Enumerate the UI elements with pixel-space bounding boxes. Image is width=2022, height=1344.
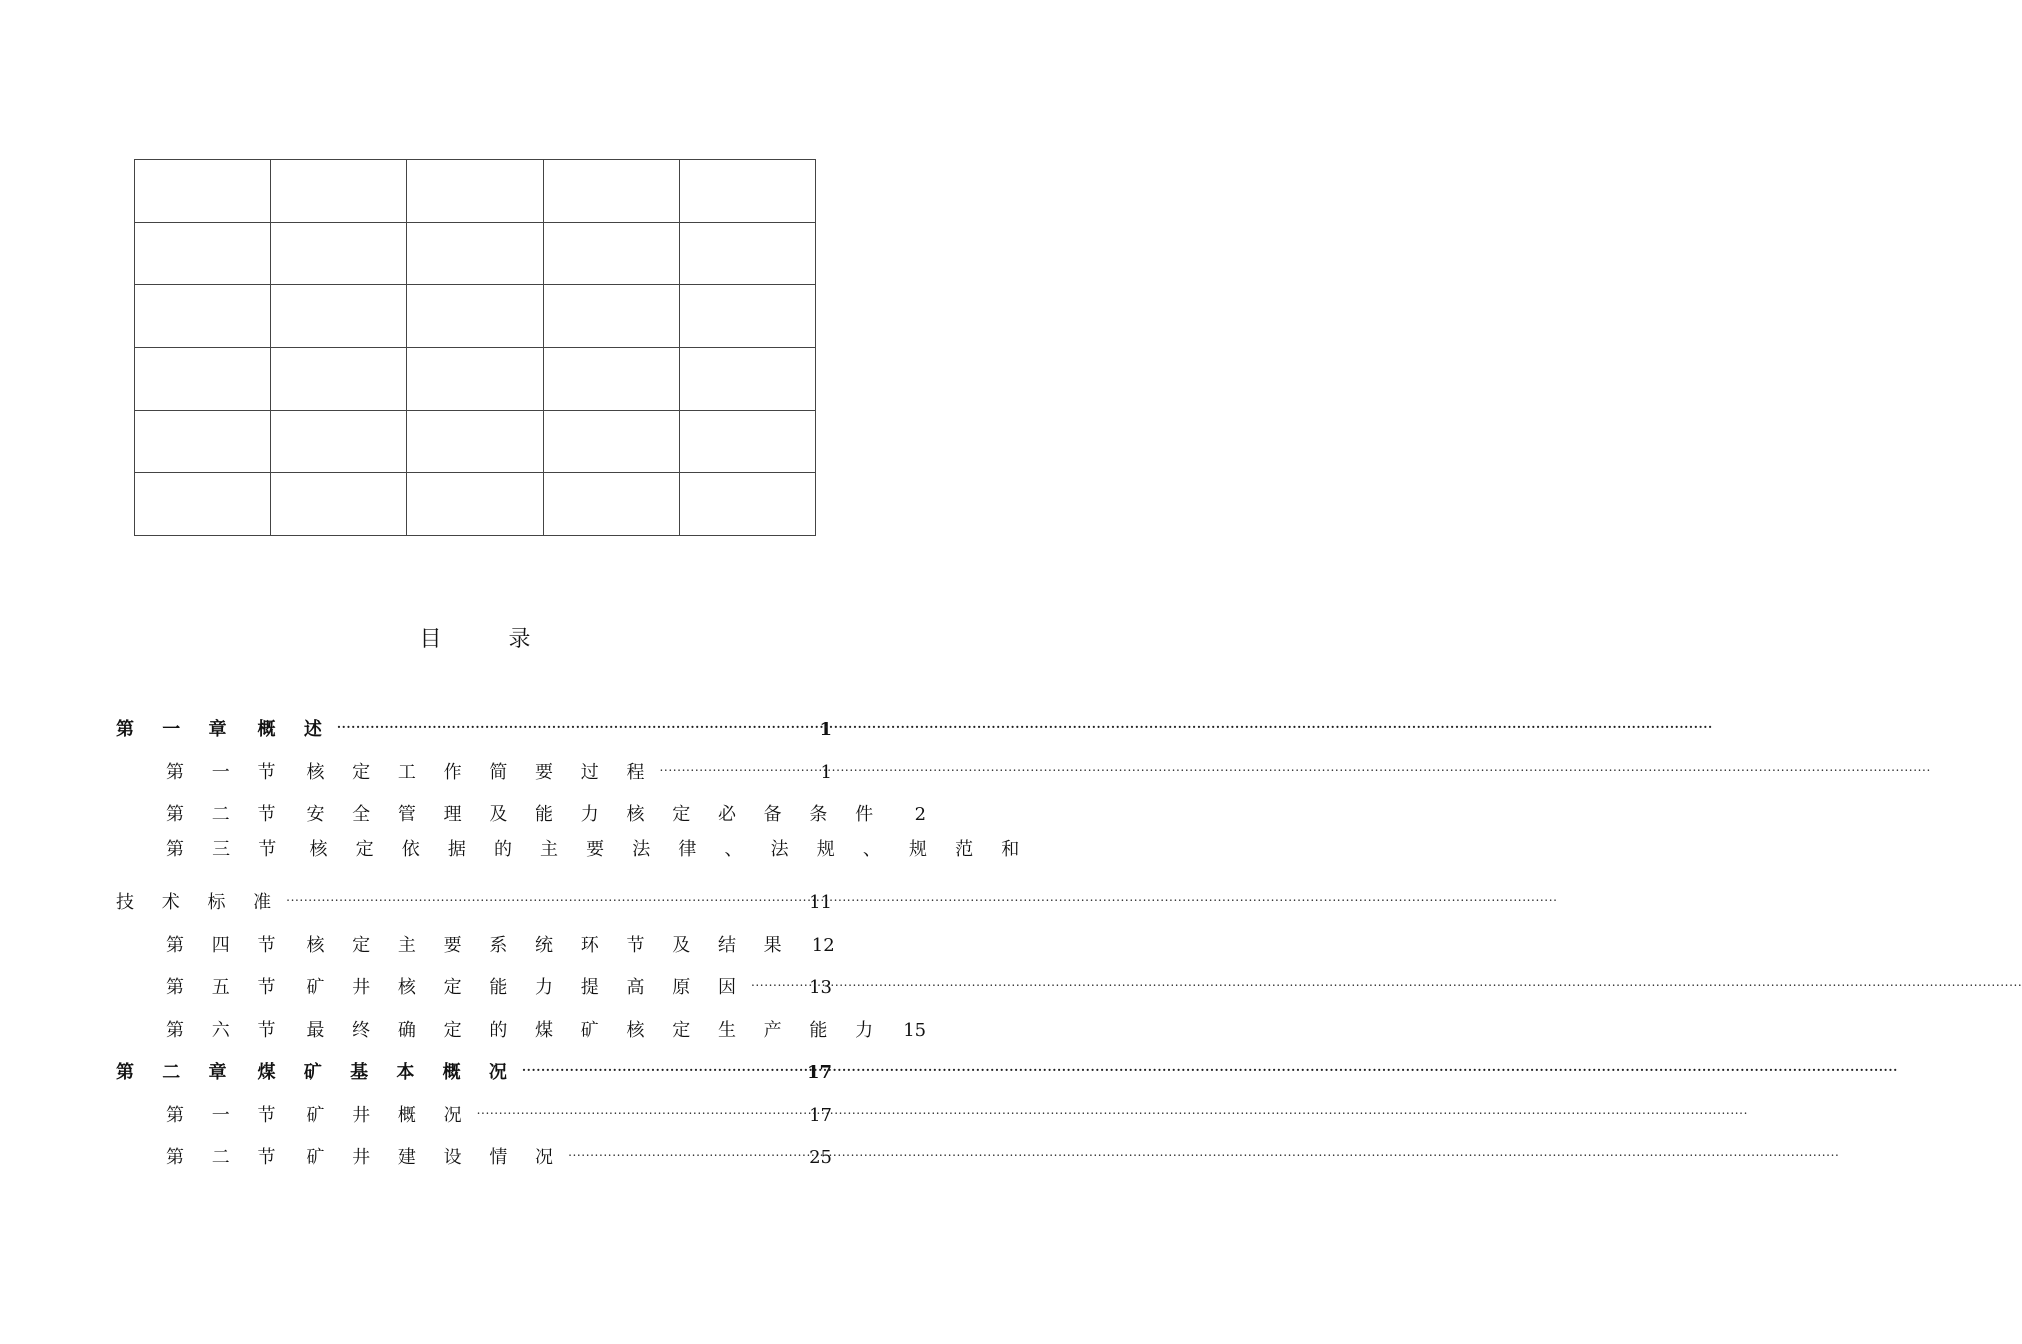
table-cell — [271, 473, 407, 536]
dot-leader — [751, 967, 794, 993]
toc-section-number: 第 二 节 — [166, 804, 287, 825]
toc-entry-chapter-1[interactable] — [116, 709, 832, 740]
table-row — [135, 410, 816, 473]
table-cell — [543, 285, 679, 348]
table-cell — [135, 410, 271, 473]
table-cell — [679, 222, 815, 285]
toc-section-name: 核 定 主 要 系 统 环 节 及 结 果 — [306, 935, 793, 956]
table-cell — [271, 285, 407, 348]
table-cell — [135, 473, 271, 536]
toc-section-number: 第 四 节 — [166, 935, 287, 956]
table-cell — [271, 222, 407, 285]
toc-entry-section-1-6[interactable] — [166, 1010, 927, 1041]
table-cell — [407, 473, 543, 536]
table-cell — [679, 473, 815, 536]
dot-leader — [660, 752, 794, 778]
table-cell — [271, 410, 407, 473]
table-cell — [543, 410, 679, 473]
toc-entry-section-1-1[interactable] — [166, 752, 832, 783]
toc-page-number: 1 — [820, 762, 832, 783]
toc-page-number: 1 — [819, 719, 832, 740]
toc-page-number: 25 — [809, 1147, 832, 1168]
toc-section-name: 矿 井 概 况 — [306, 1105, 473, 1126]
table-cell — [407, 285, 543, 348]
dot-leader — [286, 882, 794, 908]
table-row — [135, 473, 816, 536]
table-row — [135, 160, 816, 223]
table-cell — [543, 160, 679, 223]
table-cell — [679, 285, 815, 348]
table-cell — [135, 347, 271, 410]
toc-chapter-name: 概 述 — [257, 719, 333, 740]
table-cell — [679, 410, 815, 473]
toc-entry-section-1-5[interactable] — [166, 967, 832, 998]
toc-section-number: 第 三 节 — [166, 839, 288, 860]
toc-page-number: 12 — [811, 935, 835, 956]
toc-chapter-name: 煤 矿 基 本 概 况 — [257, 1062, 518, 1083]
toc-page-number: 2 — [914, 804, 927, 825]
table-cell — [135, 285, 271, 348]
toc-section-number: 第 一 节 — [166, 1105, 287, 1126]
toc-entry-chapter-2[interactable] — [116, 1052, 832, 1083]
table-cell — [135, 160, 271, 223]
toc-entry-section-1-4[interactable] — [166, 925, 835, 956]
dot-leader — [337, 709, 794, 735]
toc-section-number: 第 六 节 — [166, 1020, 287, 1041]
table-cell — [271, 347, 407, 410]
table-cell — [679, 160, 815, 223]
table-cell — [407, 222, 543, 285]
dot-leader — [477, 1095, 794, 1121]
table-cell — [543, 222, 679, 285]
toc-section-number: 第 二 节 — [166, 1147, 287, 1168]
toc-section-name-continued: 技 术 标 准 — [116, 892, 283, 913]
toc-entry-section-1-2[interactable] — [166, 794, 927, 825]
toc-entry-section-1-3[interactable] — [166, 837, 1030, 863]
toc-section-name: 核 定 依 据 的 主 要 法 律 、 法 规 、 规 范 和 — [309, 839, 1031, 860]
toc-section-number: 第 五 节 — [166, 977, 287, 998]
table-cell — [407, 410, 543, 473]
table-cell — [407, 347, 543, 410]
dot-leader — [522, 1052, 793, 1078]
table-cell — [543, 347, 679, 410]
toc-section-name: 安 全 管 理 及 能 力 核 定 必 备 条 件 — [306, 804, 885, 825]
toc-section-name: 核 定 工 作 简 要 过 程 — [306, 762, 656, 783]
toc-section-name: 矿 井 建 设 情 况 — [306, 1147, 565, 1168]
toc-chapter-number: 第 二 章 — [116, 1062, 238, 1083]
toc-section-number: 第 一 节 — [166, 762, 287, 783]
toc-entry-section-1-3-continuation[interactable] — [116, 882, 832, 913]
toc-page-number: 11 — [809, 892, 832, 913]
blank-grid-table — [134, 159, 816, 536]
toc-entry-section-2-1[interactable] — [166, 1095, 832, 1126]
table-row — [135, 347, 816, 410]
table-cell — [679, 347, 815, 410]
toc-page-number: 17 — [809, 1105, 832, 1126]
toc-page-number: 17 — [806, 1062, 832, 1083]
dot-leader — [568, 1137, 794, 1163]
table-cell — [543, 473, 679, 536]
table-row — [135, 285, 816, 348]
table-cell — [271, 160, 407, 223]
grid-body — [135, 160, 816, 536]
toc-chapter-number: 第 一 章 — [116, 719, 238, 740]
toc-section-name: 最 终 确 定 的 煤 矿 核 定 生 产 能 力 — [306, 1020, 885, 1041]
toc-page-number: 13 — [809, 977, 832, 998]
table-cell — [407, 160, 543, 223]
toc-section-name: 矿 井 核 定 能 力 提 高 原 因 — [306, 977, 747, 998]
toc-entry-section-2-2[interactable] — [166, 1137, 832, 1168]
table-row — [135, 222, 816, 285]
toc-page-number: 15 — [903, 1020, 927, 1041]
toc-title: 目 录 — [419, 627, 561, 652]
table-cell — [135, 222, 271, 285]
